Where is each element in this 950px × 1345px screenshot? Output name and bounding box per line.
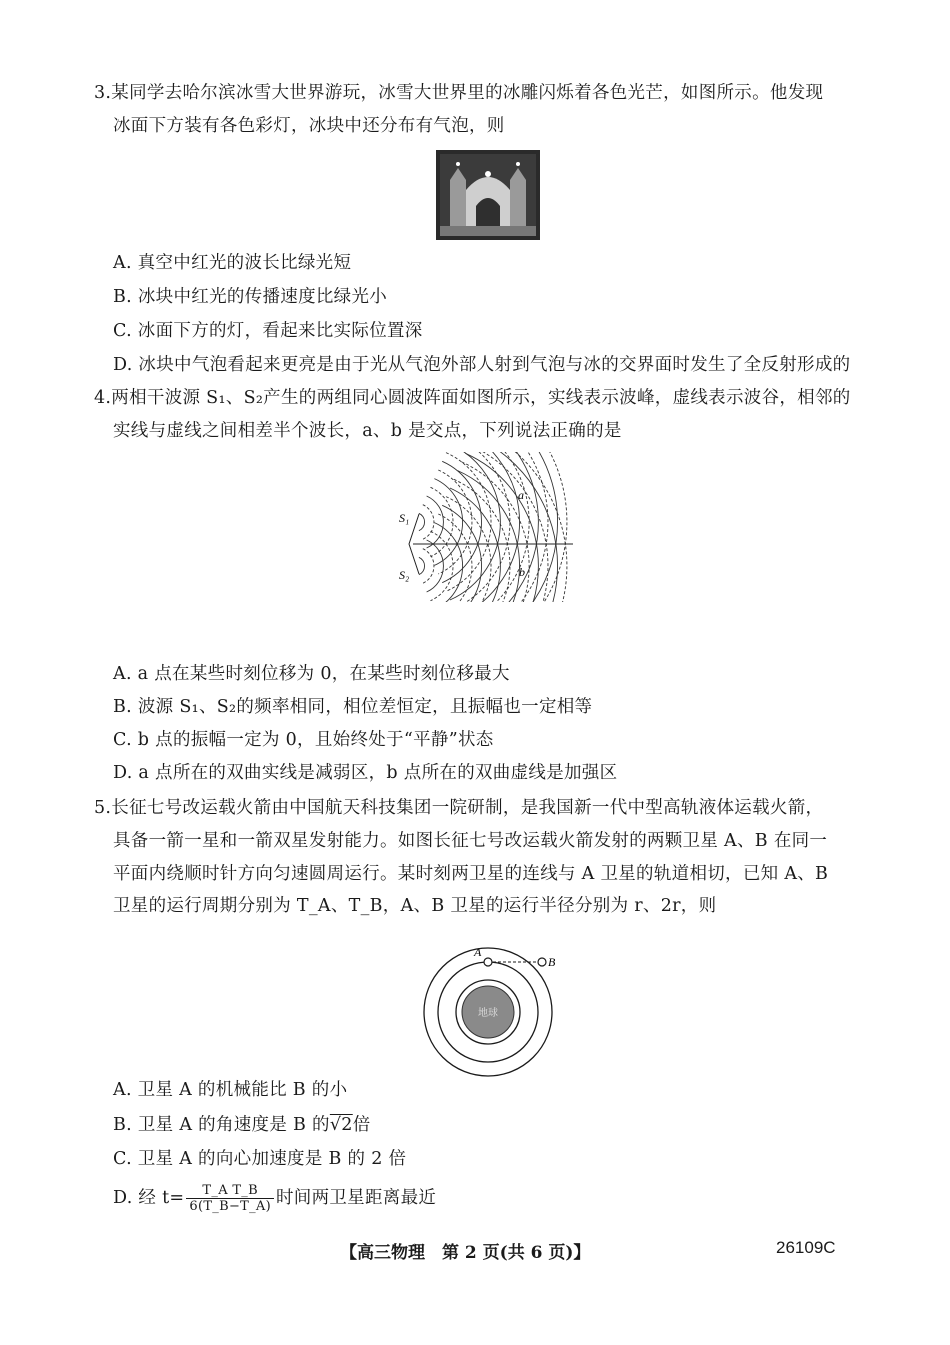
- wave-front-arc: [427, 540, 444, 592]
- q5-option-b-text: B. 卫星 A 的角速度是 B 的: [113, 1115, 330, 1135]
- interference-wave-diagram: [395, 452, 580, 602]
- point-a-label: a: [518, 488, 524, 502]
- wave-front-arc: [442, 461, 481, 582]
- q4-option-c: C. b 点的振幅一定为 0，且始终处于“平静”状态: [113, 730, 494, 750]
- satellite-a-label: A: [474, 945, 482, 959]
- q5-option-c: C. 卫星 A 的向心加速度是 B 的 2 倍: [113, 1149, 407, 1169]
- q5-stem-line3: 平面内绕顺时针方向匀速圆周运行。某时刻两卫星的连线与 A 卫星的轨道相切，已知 A、B: [113, 864, 829, 884]
- q5-option-b-suffix: 倍: [352, 1115, 371, 1135]
- q5-stem-line2: 具备一箭一星和一箭双星发射能力。如图长征七号改运载火箭发射的两颗卫星 A、B 在同一: [113, 831, 828, 851]
- earth-label: 地球: [478, 1008, 498, 1019]
- q4-option-b: B. 波源 S₁、S₂的频率相同，相位差恒定，且振幅也一定相等: [113, 697, 593, 717]
- satellite-b: [538, 958, 546, 966]
- wave-front-arc: [446, 453, 491, 592]
- q4-option-a: A. a 点在某些时刻位移为 0，在某些时刻位移最大: [113, 664, 510, 684]
- q5-option-a: A. 卫星 A 的机械能比 B 的小: [113, 1080, 348, 1100]
- exam-code: 26109C: [776, 1238, 836, 1257]
- wave-front-arc: [427, 496, 444, 548]
- q5-stem-line1: 5.长征七号改运载火箭由中国航天科技集团一院研制，是我国新一代中型高轨液体运载火箭，: [94, 798, 824, 818]
- q5-option-b: [113, 1112, 371, 1138]
- q4-option-d: D. a 点所在的双曲实线是减弱区，b 点所在的双曲虚线是加强区: [113, 763, 618, 783]
- wave-front-arc: [434, 479, 462, 566]
- wave-front-arc: [458, 471, 520, 602]
- q3-option-d: D. 冰块中气泡看起来更亮是由于光从气泡外部人射到气泡与冰的交界面时发生了全反射形成的: [113, 355, 851, 375]
- q3-stem-line2: 冰面下方装有各色彩灯，冰块中还分布有气泡，则: [113, 116, 505, 136]
- satellite-a: [484, 958, 492, 966]
- wave-front-arc: [419, 513, 425, 530]
- fraction-denominator: 6(T_B−T_A): [189, 1199, 271, 1214]
- q5-option-d-text: D. 经 t=: [113, 1188, 185, 1208]
- fraction-numerator: T_A T_B: [186, 1183, 274, 1199]
- q5-stem-line4: 卫星的运行周期分别为 T_A、T_B，A、B 卫星的运行半径分别为 r、2r，则: [113, 896, 717, 916]
- satellite-b-label: B: [548, 955, 556, 969]
- q4-stem-line1: 4.两相干波源 S₁、S₂产生的两组同心圆波阵面如图所示，实线表示波峰，虚线表示波谷，相邻的: [94, 388, 851, 408]
- q5-option-d-suffix: 时间两卫星距离最近: [275, 1188, 437, 1208]
- time-fraction: [186, 1183, 274, 1214]
- q3-option-a: A. 真空中红光的波长比绿光短: [113, 253, 352, 273]
- q3-option-b: B. 冰块中红光的传播速度比绿光小: [113, 287, 388, 307]
- page-footer-title: 【高三物理 第 2 页(共 6 页)】: [340, 1243, 591, 1263]
- wave-front-arc: [450, 452, 500, 600]
- sqrt-two: √2: [329, 1115, 353, 1135]
- s2-label: S₂: [399, 568, 410, 582]
- q4-stem-line2: 实线与虚线之间相差半个波长，a、b 是交点，下列说法正确的是: [113, 421, 622, 441]
- wave-front-arc: [419, 557, 425, 574]
- satellite-orbit-diagram: [410, 930, 580, 1080]
- ice-sculpture-photo: [436, 150, 540, 240]
- q3-option-c: C. 冰面下方的灯，看起来比实际位置深: [113, 321, 423, 341]
- point-b-label: b: [519, 565, 525, 579]
- wave-front-arc: [458, 452, 520, 602]
- s1-label: S₁: [399, 511, 410, 525]
- q3-stem-line1: 3.某同学去哈尔滨冰雪大世界游玩，冰雪大世界里的冰雕闪烁着各色光芒，如图所示。他发现: [94, 83, 824, 103]
- q5-option-d: [113, 1180, 436, 1216]
- wave-front-arc: [454, 479, 510, 602]
